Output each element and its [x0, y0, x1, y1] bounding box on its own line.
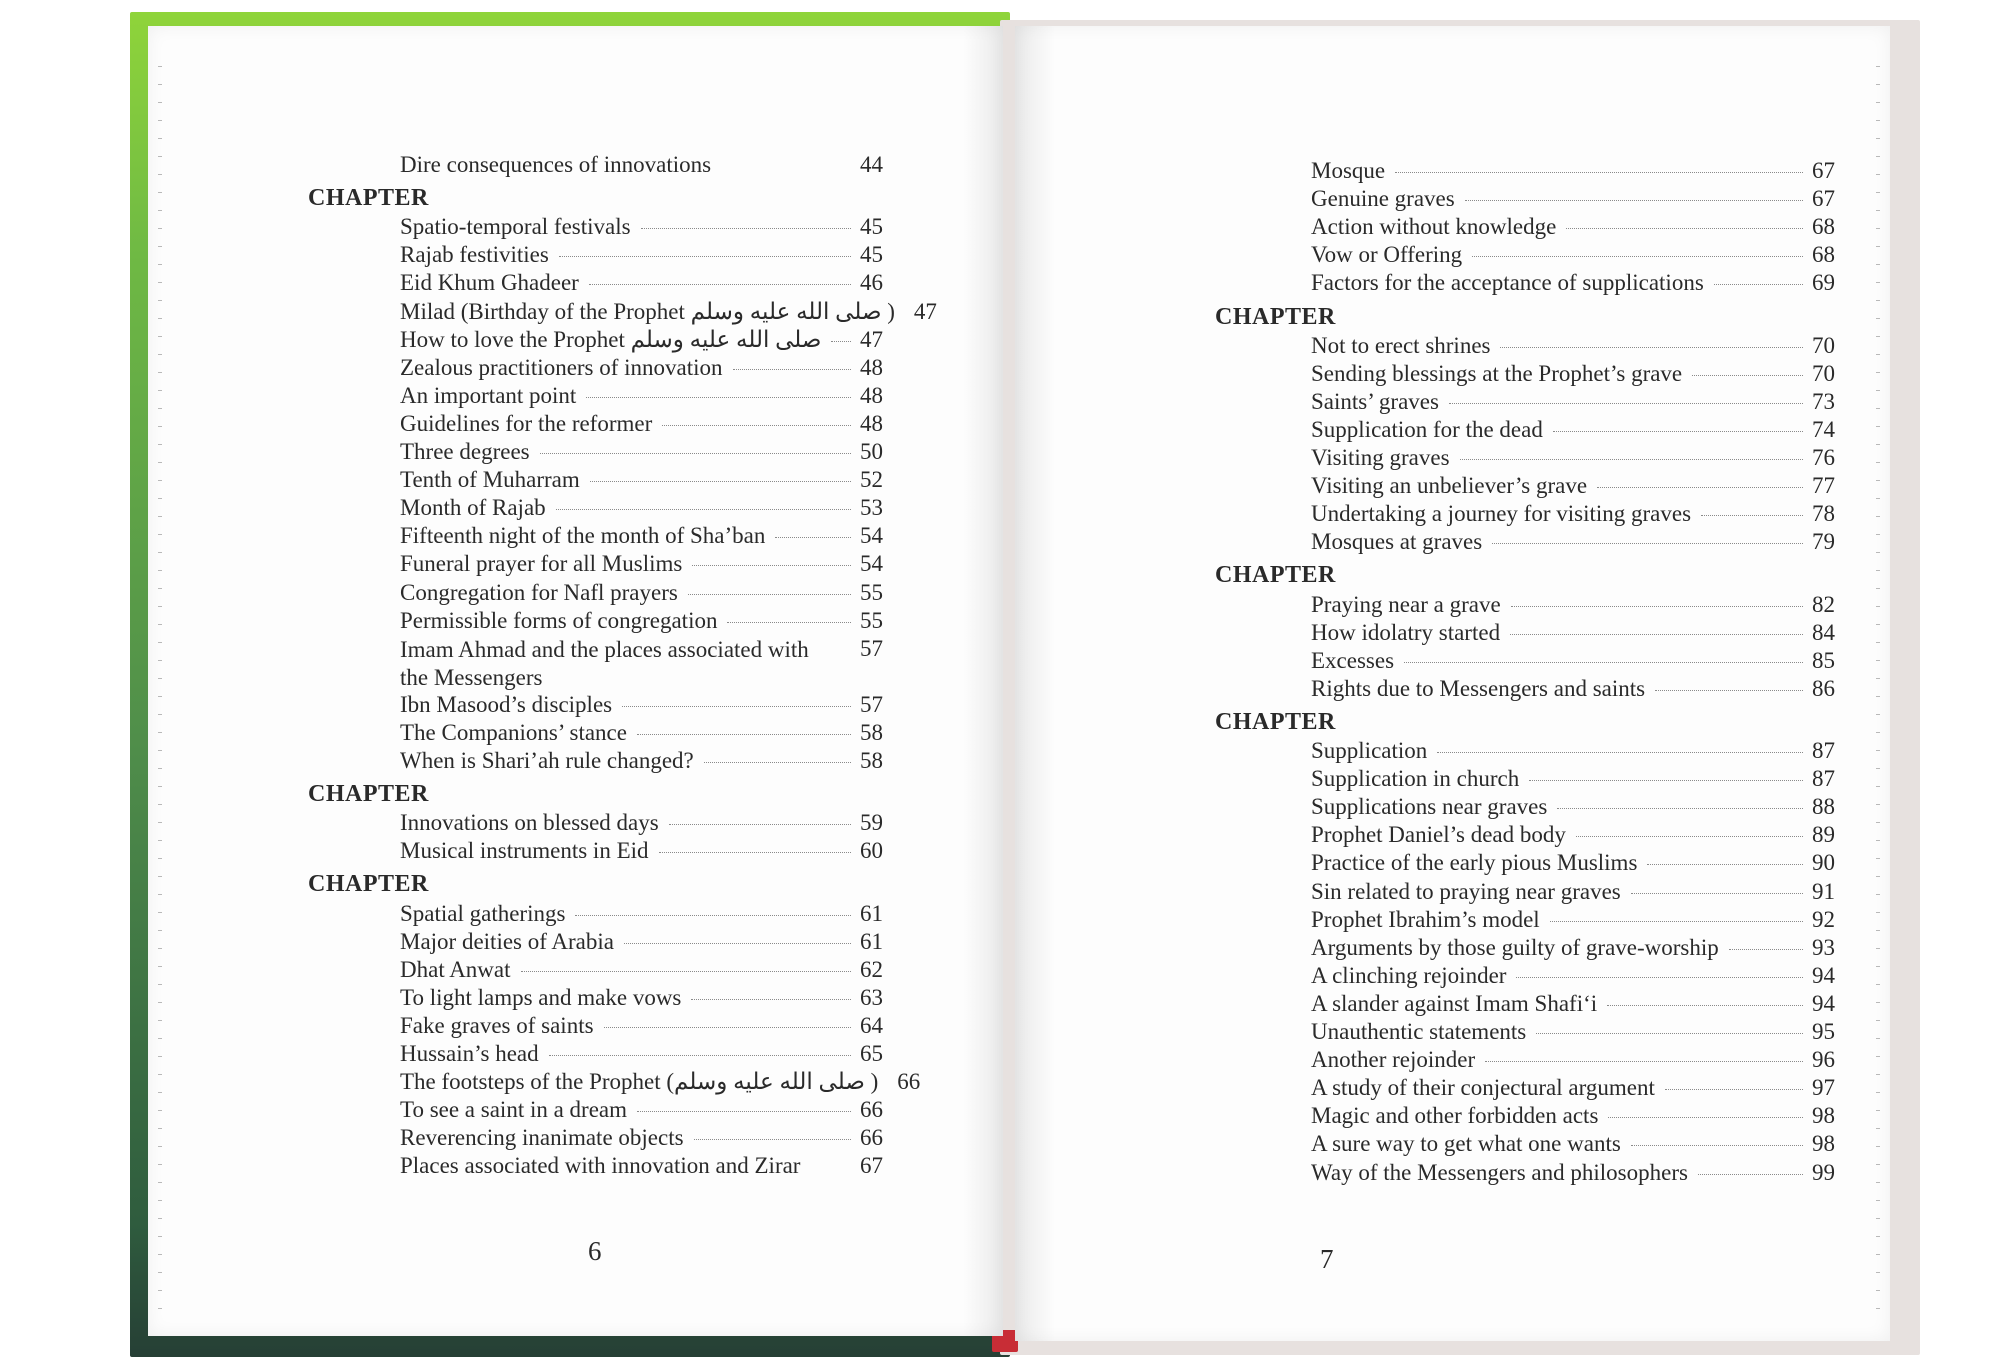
toc-entry-title: Another rejoinder: [1311, 1047, 1476, 1073]
dot-leader: [1550, 921, 1803, 922]
toc-entry: [400, 580, 883, 606]
page-edge-marks: [1876, 66, 1880, 1326]
dot-leader: [733, 369, 851, 370]
dot-leader: [604, 1027, 851, 1028]
toc-entry-page: 94: [1812, 990, 1835, 1016]
toc-entry: [1311, 738, 1835, 764]
toc-entry: [400, 551, 883, 577]
toc-entry-title: When is Shari’ah rule changed?: [400, 748, 694, 773]
dot-leader: [1472, 256, 1803, 257]
toc-entry: [1311, 1075, 1835, 1101]
toc-entry: [400, 467, 883, 493]
toc-entry-page: 65: [860, 1041, 883, 1066]
toc-entry-title: A clinching rejoinder: [1311, 962, 1507, 988]
toc-entry-page: 94: [1812, 962, 1835, 988]
toc-entry-title: Not to erect shrines: [1311, 332, 1491, 358]
dot-leader: [521, 971, 851, 972]
chapter-heading: CHAPTER: [308, 781, 429, 808]
toc-entry-page: 54: [860, 523, 883, 549]
toc-entry-title: Undertaking a journey for visiting graves: [1311, 501, 1692, 527]
dot-leader: [688, 594, 851, 595]
toc-entry-title: Zealous practitioners of innovation: [400, 354, 723, 380]
toc-entry: [400, 1153, 883, 1179]
toc-entry: [1311, 850, 1835, 876]
toc-entry-title: Sin related to praying near graves: [1311, 878, 1621, 904]
dot-leader: [1729, 949, 1803, 950]
toc-entry-title: The footsteps of the Prophet (صلى الله عليه وسلم ): [400, 1069, 879, 1095]
toc-entry-title: Fake graves of saints: [400, 1012, 594, 1038]
dot-leader: [1492, 543, 1803, 544]
toc-entry: [400, 495, 883, 521]
toc-entry: [1311, 879, 1835, 905]
toc-entry-title: Saints’ graves: [1311, 388, 1439, 414]
toc-entry: [1311, 963, 1835, 989]
dot-leader: [1714, 284, 1803, 285]
toc-entry-title: Vow or Offering: [1311, 242, 1463, 268]
toc-entry-page: 92: [1812, 906, 1835, 932]
dot-leader: [1516, 977, 1803, 978]
toc-entry: [400, 838, 883, 864]
toc-entry: [1311, 1047, 1835, 1073]
toc-entry-page: 60: [860, 838, 883, 864]
toc-entry-page: 78: [1812, 501, 1835, 527]
toc-entry: [400, 214, 883, 240]
toc-entry-page: 77: [1812, 473, 1835, 499]
toc-entry-title: A study of their conjectural argument: [1311, 1075, 1655, 1101]
toc-entry: [1311, 991, 1835, 1017]
toc-entry-page: 98: [1812, 1103, 1835, 1129]
toc-entry: [1311, 417, 1835, 443]
dot-leader: [1485, 1061, 1803, 1062]
dot-leader: [727, 622, 851, 623]
toc-entry: [1311, 529, 1835, 555]
dot-leader: [1510, 634, 1803, 635]
toc-entry: [1311, 648, 1835, 674]
dot-leader: [1566, 228, 1803, 229]
toc-entry-page: 44: [860, 152, 883, 177]
dot-leader: [1529, 780, 1803, 781]
toc-entry-title: Musical instruments in Eid: [400, 838, 649, 864]
toc-entry-page: 67: [1812, 186, 1835, 212]
toc-entry-title: Genuine graves: [1311, 186, 1455, 212]
toc-entry-page: 95: [1812, 1019, 1835, 1044]
toc-entry: [400, 1125, 883, 1151]
dot-leader: [1500, 347, 1803, 348]
toc-entry-title: A sure way to get what one wants: [1311, 1131, 1621, 1157]
toc-entry: [1311, 794, 1835, 820]
dot-leader: [659, 852, 851, 853]
toc-entry: [400, 957, 883, 983]
toc-entry: [400, 270, 883, 296]
toc-entry-page: 66: [897, 1069, 921, 1095]
toc-entry-title: Dire consequences of innovations: [400, 152, 712, 177]
toc-entry-title: How idolatry started: [1311, 619, 1501, 645]
toc-entry-page: 70: [1812, 360, 1835, 386]
dot-leader: [704, 762, 851, 763]
dot-leader: [622, 706, 851, 707]
toc-entry: [400, 1097, 883, 1123]
toc-entry-page: 47: [913, 298, 937, 324]
open-book: [130, 12, 1920, 1357]
toc-entry: [1311, 186, 1835, 212]
toc-entry-page: 79: [1812, 529, 1835, 555]
toc-entry-page: 58: [860, 748, 883, 773]
toc-entry-title: Dhat Anwat: [400, 956, 511, 982]
toc-entry: [400, 1013, 883, 1039]
dot-leader: [637, 734, 851, 735]
dot-leader: [662, 425, 851, 426]
toc-entry-title: The Companions’ stance: [400, 719, 627, 745]
toc-entry-title: Mosque: [1311, 158, 1386, 183]
toc-entry-page: 84: [1812, 619, 1835, 645]
toc-entry-page: 55: [860, 607, 883, 633]
left-page: [148, 26, 1003, 1336]
toc-entry-title: Rajab festivities: [400, 242, 549, 268]
toc-entry-page: 57: [860, 635, 883, 661]
page-number-left: 6: [588, 1236, 602, 1266]
dot-leader: [1631, 893, 1803, 894]
toc-entry-title: Guidelines for the reformer: [400, 410, 653, 436]
toc-entry-page: 54: [860, 551, 883, 577]
toc-entry-page: 47: [860, 326, 883, 352]
toc-entry-title: Action without knowledge: [1311, 214, 1557, 240]
dot-leader: [1449, 403, 1803, 404]
toc-entry-title: Prophet Ibrahim’s model: [1311, 906, 1540, 932]
dot-leader: [1631, 1145, 1803, 1146]
toc-entry: [400, 523, 883, 549]
toc-entry: [400, 692, 883, 718]
toc-entry: [400, 411, 883, 437]
toc-entry-title: Congregation for Nafl prayers: [400, 579, 678, 605]
toc-entry: [1311, 1160, 1835, 1186]
dot-leader: [1647, 864, 1803, 865]
dot-leader: [692, 565, 851, 566]
toc-entry-page: 59: [860, 810, 883, 836]
dot-leader: [641, 228, 851, 229]
toc-entry: [1311, 766, 1835, 792]
toc-entry-page: 53: [860, 495, 883, 521]
toc-entry-page: 64: [860, 1012, 883, 1038]
toc-entry-title: Arguments by those guilty of grave-worship: [1311, 934, 1719, 960]
chapter-heading: CHAPTER: [1215, 562, 1336, 589]
toc-entry-page: 67: [860, 1153, 883, 1179]
page-edge-marks: [158, 66, 162, 1326]
toc-entry-page: 48: [860, 354, 883, 380]
dot-leader: [1395, 172, 1803, 173]
toc-entry-page: 93: [1812, 934, 1835, 960]
toc-entry: [1311, 270, 1835, 296]
dot-leader: [831, 341, 851, 342]
dot-leader: [1511, 606, 1803, 607]
toc-entry-page: 74: [1812, 416, 1835, 442]
toc-entry-page: 62: [860, 956, 883, 982]
toc-entry-title: Excesses: [1311, 647, 1395, 673]
toc-entry-page: 91: [1812, 878, 1835, 904]
toc-entry-title: Three degrees: [400, 439, 530, 464]
toc-entry: [400, 439, 883, 465]
toc-entry-title: Praying near a grave: [1311, 591, 1501, 617]
toc-entry: [1311, 389, 1835, 415]
toc-entry-title: Supplication for the dead: [1311, 416, 1543, 442]
toc-entry-title: Fifteenth night of the month of Sha’ban: [400, 523, 766, 549]
toc-entry-title: A slander against Imam Shafi‘i: [1311, 990, 1598, 1016]
dot-leader: [1536, 1033, 1803, 1034]
toc-entry-page: 68: [1812, 242, 1835, 268]
toc-entry-title: Reverencing inanimate objects: [400, 1125, 684, 1151]
toc-entry: [400, 929, 883, 955]
toc-entry-page: 68: [1812, 214, 1835, 240]
toc-entry-title: Supplications near graves: [1311, 794, 1548, 820]
toc-entry: [1311, 214, 1835, 240]
toc-entry-title: Milad (Birthday of the Prophet صلى الله عليه وسلم ): [400, 298, 895, 324]
toc-entry-page: 66: [860, 1125, 883, 1151]
toc-entry-title: Hussain’s head: [400, 1041, 539, 1066]
toc-entry: [400, 1041, 883, 1067]
toc-entry-title: An important point: [400, 382, 577, 408]
toc-entry-page: 67: [1812, 158, 1835, 183]
dot-leader: [1698, 1174, 1803, 1175]
chapter-heading: CHAPTER: [308, 871, 429, 898]
toc-entry-title: Visiting an unbeliever’s grave: [1311, 473, 1588, 499]
toc-entry-title: How to love the Prophet صلى الله عليه وسلم: [400, 326, 822, 352]
chapter-heading: CHAPTER: [308, 185, 429, 212]
toc-entry-title: Innovations on blessed days: [400, 810, 659, 836]
toc-entry: [1311, 620, 1835, 646]
toc-entry-title: To light lamps and make vows: [400, 984, 682, 1010]
toc-entry-page: 48: [860, 410, 883, 436]
toc-entry-page: 96: [1812, 1047, 1835, 1073]
toc-entry-title: Places associated with innovation and Zirar: [400, 1153, 801, 1179]
toc-entry-page: 87: [1812, 766, 1835, 792]
toc-entry-page: 66: [860, 1097, 883, 1123]
toc-entry-title: Practice of the early pious Muslims: [1311, 850, 1638, 876]
toc-entry-page: 70: [1812, 332, 1835, 358]
toc-entry: [1311, 907, 1835, 933]
toc-entry: [1311, 473, 1835, 499]
dot-leader: [559, 256, 851, 257]
toc-entry-page: 57: [860, 691, 883, 717]
toc-entry-page: 61: [860, 928, 883, 954]
toc-entry-title: Ibn Masood’s disciples: [400, 691, 613, 717]
toc-entry: [400, 985, 883, 1011]
dot-leader: [1701, 515, 1803, 516]
dot-leader: [549, 1055, 851, 1056]
toc-entry-page: 48: [860, 382, 883, 408]
toc-entry: [1311, 935, 1835, 961]
dot-leader: [1665, 1089, 1803, 1090]
toc-entry-page: 99: [1812, 1159, 1835, 1185]
toc-entry: [1311, 822, 1835, 848]
toc-entry: [1311, 242, 1835, 268]
toc-entry: [1311, 1131, 1835, 1157]
toc-entry: [400, 152, 883, 178]
dot-leader: [590, 481, 851, 482]
page-number-right: 7: [1320, 1244, 1334, 1274]
dot-leader: [1692, 375, 1803, 376]
dot-leader: [540, 453, 851, 454]
toc-entry: [400, 242, 883, 268]
dot-leader: [1597, 487, 1803, 488]
dot-leader: [1576, 836, 1803, 837]
toc-entry-title: Magic and other forbidden acts: [1311, 1103, 1599, 1129]
toc-entry-title: Tenth of Muharram: [400, 467, 580, 493]
dot-leader: [556, 509, 851, 510]
toc-entry: [400, 748, 883, 774]
toc-entry-title: Factors for the acceptance of supplications: [1311, 270, 1704, 296]
dot-leader: [637, 1111, 851, 1112]
toc-entry-page: 85: [1812, 647, 1835, 673]
toc-entry: [1311, 333, 1835, 359]
toc-entry-page: 58: [860, 719, 883, 745]
toc-entry-page: 97: [1812, 1075, 1835, 1101]
toc-entry: [400, 608, 883, 634]
dot-leader: [1655, 690, 1803, 691]
toc-entry-page: 98: [1812, 1131, 1835, 1157]
toc-entry: [1311, 361, 1835, 387]
right-page: [1015, 26, 1890, 1341]
toc-entry: [1311, 158, 1835, 184]
toc-entry: [400, 327, 883, 353]
dot-leader: [575, 915, 851, 916]
toc-entry-page: 86: [1812, 675, 1835, 701]
toc-entry: [400, 901, 883, 927]
toc-entry-title: Supplication: [1311, 738, 1428, 763]
toc-entry: [1311, 676, 1835, 702]
toc-entry: [400, 636, 883, 692]
toc-entry: [1311, 1103, 1835, 1129]
toc-entry-title: Visiting graves: [1311, 445, 1450, 470]
dot-leader: [624, 943, 851, 944]
dot-leader: [1404, 662, 1803, 663]
toc-entry-title: To see a saint in a dream: [400, 1097, 628, 1123]
toc-entry-page: 50: [860, 439, 883, 464]
toc-entry: [1311, 592, 1835, 618]
dot-leader: [589, 284, 851, 285]
dot-leader: [1607, 1005, 1803, 1006]
toc-entry: [400, 720, 883, 746]
toc-entry-page: 82: [1812, 591, 1835, 617]
toc-entry: [400, 1069, 921, 1095]
dot-leader: [1460, 459, 1803, 460]
toc-entry: [400, 355, 883, 381]
toc-entry-page: 46: [860, 270, 883, 296]
toc-entry-title: Sending blessings at the Prophet’s grave: [1311, 360, 1683, 386]
dot-leader: [669, 824, 851, 825]
toc-entry-page: 55: [860, 579, 883, 605]
toc-entry-title: Major deities of Arabia: [400, 928, 614, 954]
toc-entry-title: Spatial gatherings: [400, 900, 566, 926]
toc-entry: [400, 298, 937, 325]
toc-entry: [400, 810, 883, 836]
toc-entry: [1311, 445, 1835, 471]
toc-entry-title: Prophet Daniel’s dead body: [1311, 822, 1566, 848]
toc-entry-page: 45: [860, 214, 883, 240]
dot-leader: [694, 1139, 851, 1140]
toc-entry-title: Imam Ahmad and the places associated with the Messengers: [400, 636, 809, 690]
toc-entry: [1311, 501, 1835, 527]
toc-entry-title: Funeral prayer for all Muslims: [400, 551, 683, 577]
toc-entry-title: Eid Khum Ghadeer: [400, 270, 579, 296]
dot-leader: [1608, 1117, 1803, 1118]
toc-entry-title: Rights due to Messengers and saints: [1311, 675, 1646, 701]
dot-leader: [1553, 431, 1803, 432]
toc-entry: [400, 383, 883, 409]
toc-entry-page: 76: [1812, 445, 1835, 470]
toc-entry-page: 87: [1812, 738, 1835, 763]
toc-entry-page: 89: [1812, 822, 1835, 848]
toc-entry-page: 61: [860, 900, 883, 926]
dot-leader: [1465, 200, 1803, 201]
toc-entry-page: 69: [1812, 270, 1835, 296]
dot-leader: [1437, 752, 1803, 753]
toc-entry-page: 73: [1812, 388, 1835, 414]
toc-entry-page: 52: [860, 467, 883, 493]
dot-leader: [1557, 808, 1803, 809]
toc-entry-page: 88: [1812, 794, 1835, 820]
toc-entry-title: Permissible forms of congregation: [400, 607, 718, 633]
chapter-heading: CHAPTER: [1215, 303, 1336, 330]
chapter-heading: CHAPTER: [1215, 708, 1336, 735]
toc-entry-title: Supplication in church: [1311, 766, 1520, 792]
toc-entry: [1311, 1019, 1835, 1045]
toc-entry-title: Month of Rajab: [400, 495, 546, 521]
toc-entry-title: Mosques at graves: [1311, 529, 1483, 555]
toc-entry-title: Spatio-temporal festivals: [400, 214, 631, 240]
dot-leader: [691, 999, 851, 1000]
toc-entry-page: 45: [860, 242, 883, 268]
toc-entry-page: 63: [860, 984, 883, 1010]
dot-leader: [586, 397, 851, 398]
toc-entry-page: 90: [1812, 850, 1835, 876]
dot-leader: [775, 537, 851, 538]
toc-entry-title: Way of the Messengers and philosophers: [1311, 1159, 1688, 1185]
toc-entry-title: Unauthentic statements: [1311, 1019, 1527, 1044]
